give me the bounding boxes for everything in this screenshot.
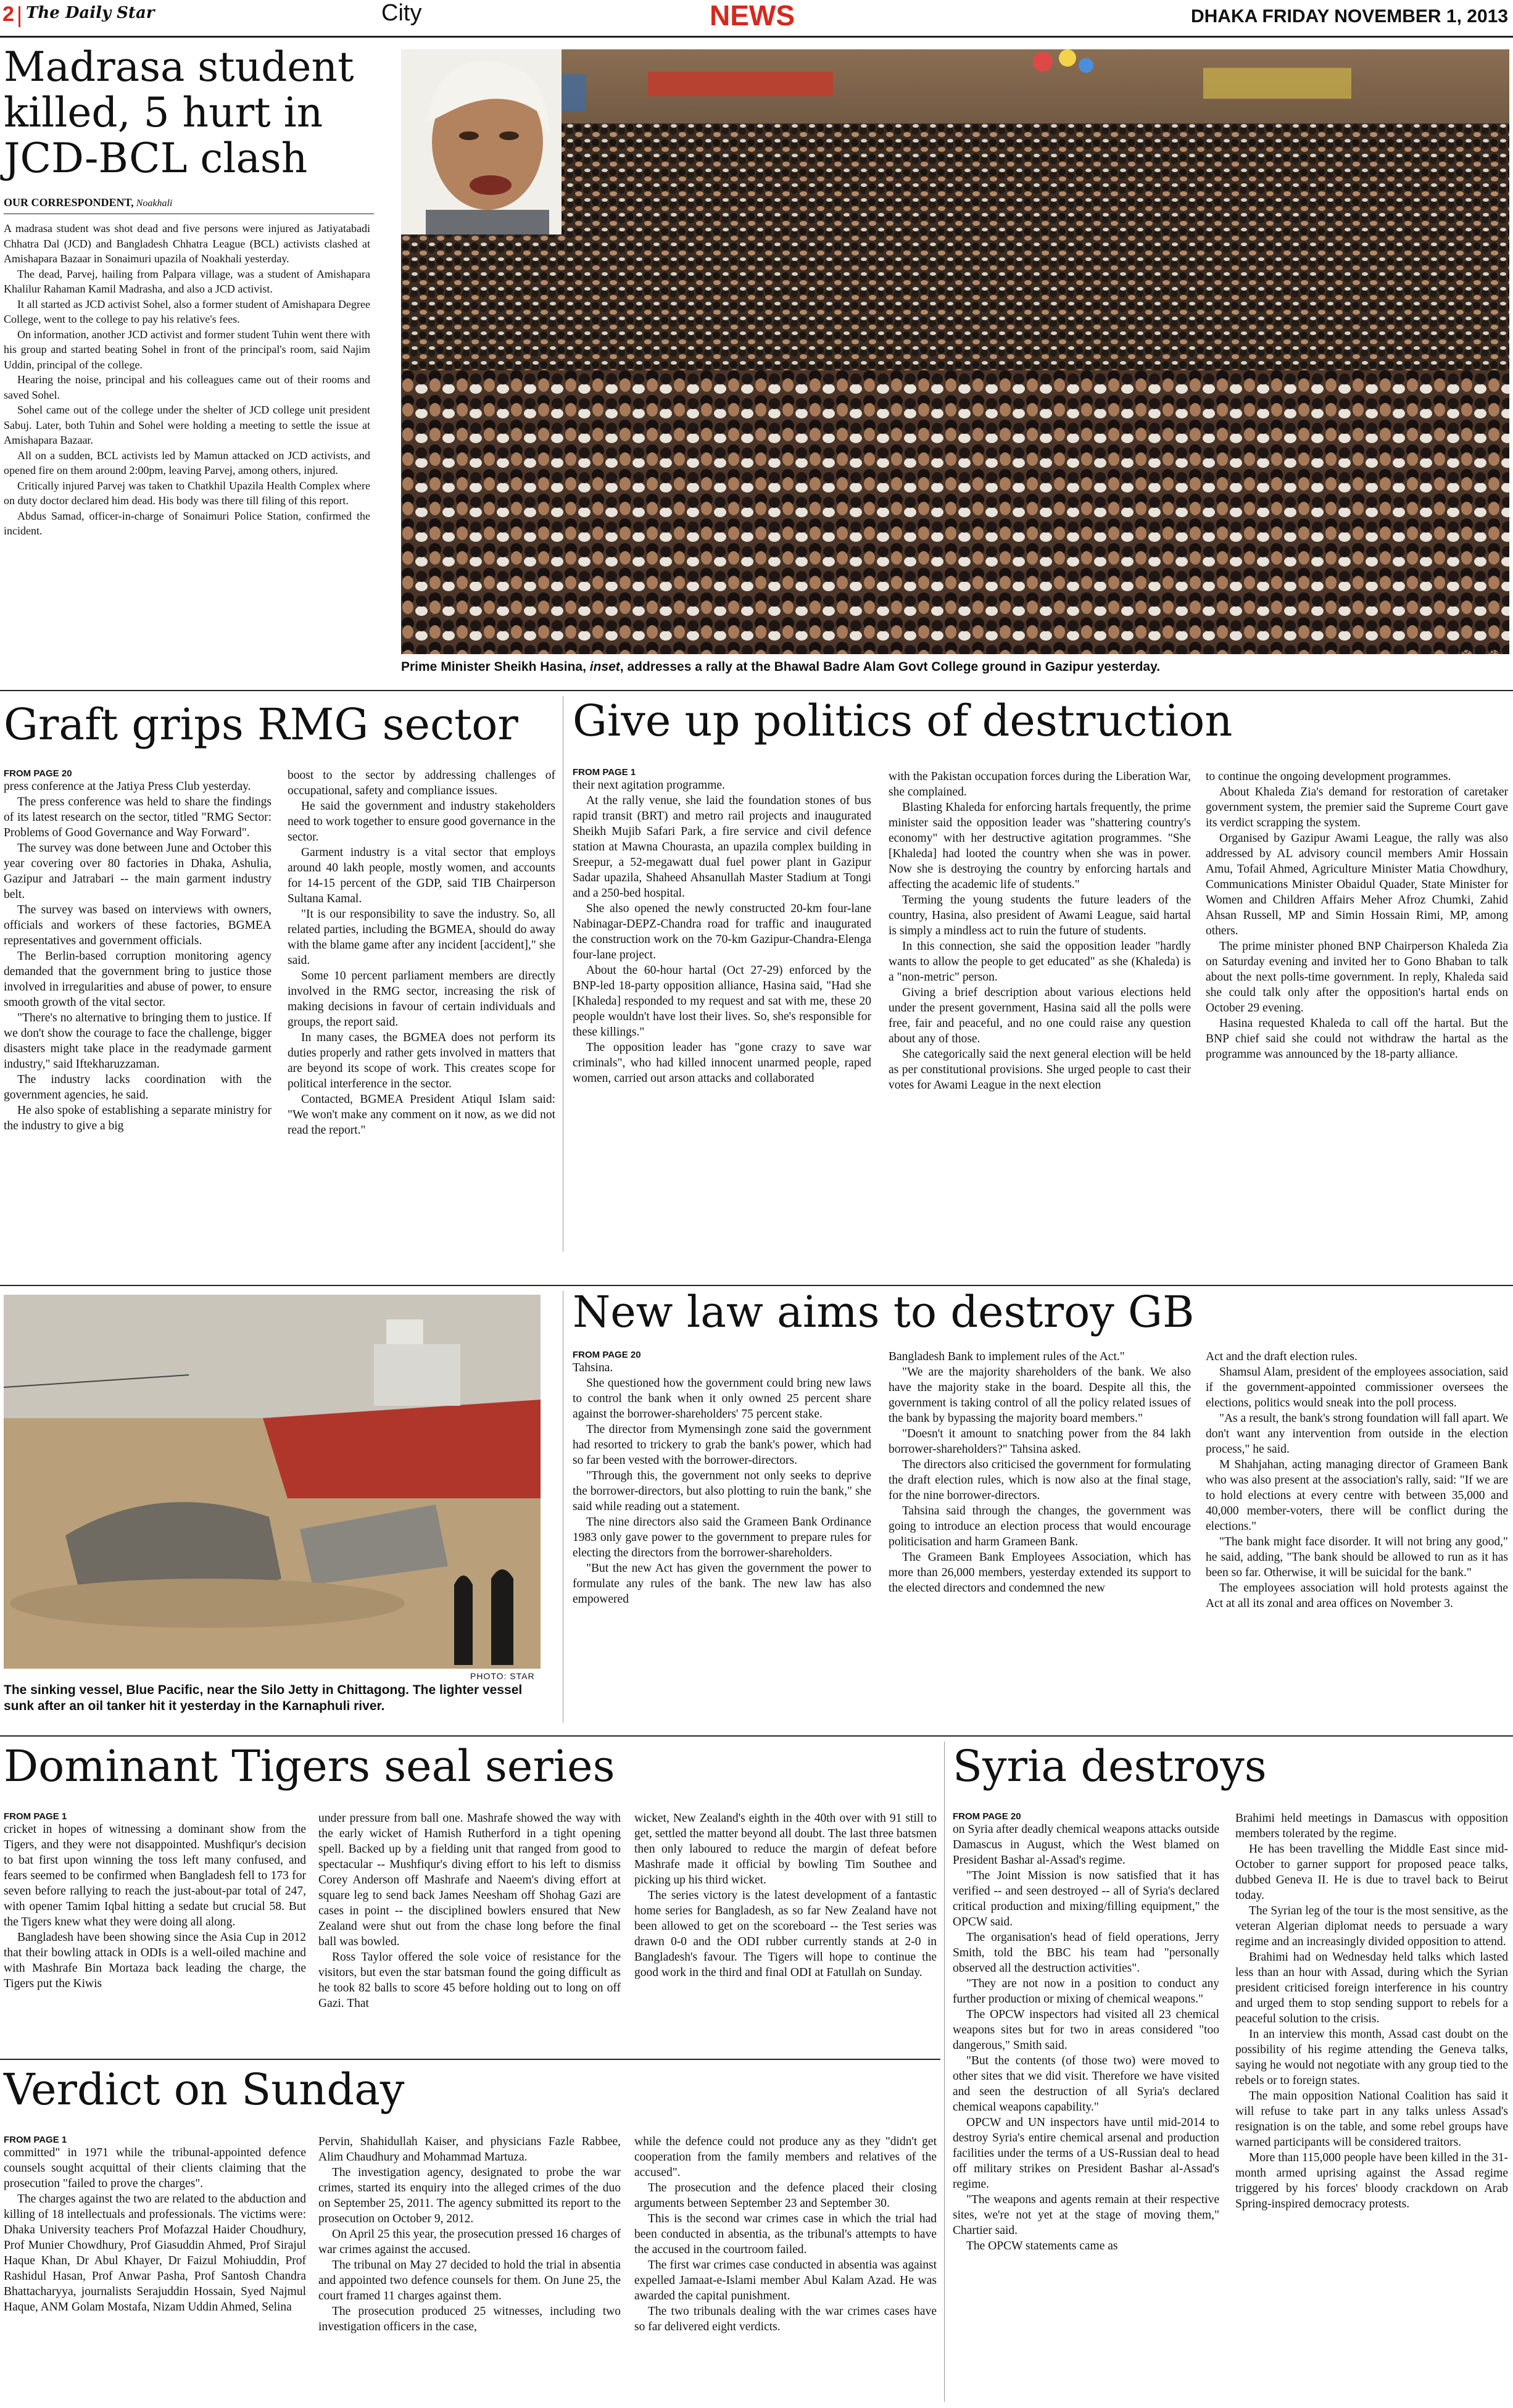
gb-headline: New law aims to destroy GB [573,1287,1195,1337]
graft-para: The survey was based on interviews with owners, officials and workers of these factories, BGMEA representatives and government officials. [4,903,272,947]
rally-caption-em: inset [589,660,620,674]
rally-caption-pre: Prime Minister Sheikh Hasina, [401,660,590,674]
masthead-rule [0,36,1513,38]
politics-para: Hasina requested Khaleda to call off the hartal. But the BNP chief said she could not withdraw the hartal as the programme was announced by the 18-party alliance. [1206,1017,1508,1061]
gb-col-1 [573,1360,871,1607]
politics-col-1 [573,778,871,1086]
madrasa-para: Hearing the noise, principal and his colleagues came out of their rooms and saved Sohel. [4,373,370,401]
rally-caption-post: , addresses a rally at the Bhawal Badre Alam Govt College ground in Gazipur yesterday. [620,660,1161,674]
graft-para: He also spoke of establishing a separate ministry for the industry to give a big [4,1104,272,1132]
tigers-para: The series victory is the latest development of a fantastic home series for Bangladesh, as so far New Zealand have not been allowed to get on the scoreboard -- the Test series was drawn 0-0 and the ODI rubber currently stands at 2-0 in Bangladesh's favour. The Tigers will hope to continue the good work in the third and final ODI at Fatullah on Sunday. [634,1889,937,1979]
masthead-page-number: 2 [2,2,14,26]
graft-para: In many cases, the BGMEA does not perform its duties properly and rather gets involved in matters that are beyond its scope of work. This creates scope for political interference in the sector. [288,1031,555,1090]
gb-para: The nine directors also said the Grameen Bank Ordinance 1983 only gave power to the government to prepare rules for electing the directors from the borrower-shareholders. [573,1516,871,1559]
madrasa-para: Sohel came out of the college under the shelter of JCD college unit president Sabuj. Later, both Tuhin and Sohel were holding a meeting to settle the issue at Amishapara Bazaar. [4,404,370,446]
verdict-para: committed" in 1971 while the tribunal-appointed defence counsels sought acquittal of their clients claiming that the prosecution "failed to prove the charges". [4,2146,306,2190]
inset-portrait [401,49,562,235]
tigers-col-2 [318,1811,621,2011]
tigers-headline: Dominant Tigers seal series [4,1741,615,1791]
ship-photo [4,1295,541,1669]
column-divider [944,1742,945,2402]
syria-para: The OPCW statements came as [966,2240,1118,2252]
politics-para: About the 60-hour hartal (Oct 27-29) enforced by the BNP-led 18-party opposition alliance, Hasina said, "Had she [Khaleda] responded to my request and sat with me, these 20 people wouldn't have lost their lives. So, she's responsible for these killings." [573,964,871,1039]
verdict-para: The prosecution and the defence placed their closing arguments between September 23 and September 30. [634,2182,937,2210]
syria-para: OPCW and UN inspectors have until mid-2014 to destroy Syria's entire chemical arsenal and production facilities under the terms of a US-Russian deal to head off military strikes on President Bashar al-Assad's regime. [953,2116,1219,2191]
politics-from: FROM PAGE 1 [573,767,636,778]
tigers-para: Bangladesh have been showing since the Asia Cup in 2012 that their bowling attack in ODIs is a well-oiled machine and with Mashrafe Bin Mortaza back leading the charge, the Tigers put the Kiwis [4,1931,306,1990]
politics-para: to continue the ongoing development programmes. [1206,770,1451,783]
gb-para: "The bank might face disorder. It will not bring any good," he said, adding, "The bank should be allowed to run as it has been so far. Otherwise, it will be suicidal for the bank." [1206,1535,1508,1579]
madrasa-byline [4,196,374,209]
madrasa-para: It all started as JCD activist Sohel, also a former student of Amishapara Degree College, went to the college to pay his relative's fees. [4,297,370,325]
politics-para: About Khaleda Zia's demand for restoration of caretaker government system, the premier said the Supreme Court gave its verdict scrapping the system. [1206,786,1508,829]
madrasa-para: Abdus Samad, officer-in-charge of Sonaimuri Police Station, confirmed the incident. [4,509,370,537]
syria-para: The organisation's head of field operations, Jerry Smith, told the BBC his team had "personally observed all the destruction activities". [953,1931,1219,1975]
madrasa-para: A madrasa student was shot dead and five persons were injured as Jatiyatabadi Chhatra Dal (JCD) and Bangladesh Chhatra League (BCL) activists clashed at Amishapara Bazaar in Sonaimuri upazila of Noakhali yesterday. [4,222,370,265]
rally-photo [401,49,1509,654]
ship-photo-caption: The sinking vessel, Blue Pacific, near the Silo Jetty in Chittagong. The lighter vessel sunk after an oil tanker hit it yesterday in the Karnaphuli river. [4,1683,523,1713]
politics-para: Blasting Khaleda for enforcing hartals frequently, the prime minister said the opposition leader was "shattering country's economy" with her destructive agitation programmes. "She [Khaleda] had looted the country when she was in power. Now she is destroying the country by enforcing hartals and affecting the academic life of students." [889,801,1191,891]
syria-from: FROM PAGE 20 [953,1811,1021,1822]
gb-para: Act and the draft election rules. [1206,1350,1358,1363]
gb-para: "But the new Act has given the government the power to formulate any rules of the bank. The new law has also empowered [573,1562,871,1606]
verdict-col-2 [318,2134,621,2335]
tigers-para: wicket, New Zealand's eighth in the 40th over with 91 still to get, settled the matter beyond all doubt. The last three batsmen then only laboured to reduce the margin of defeat before Mashrafe made it official by bowling Tim Southee and picking up his third wicket. [634,1812,937,1887]
madrasa-para: The dead, Parvej, hailing from Palpara village, was a student of Amishapara Khalilur Rahaman Kamil Madrasha, and also a JCD activist. [4,267,370,295]
tigers-col-3 [634,1811,937,1980]
politics-headline: Give up politics of destruction [573,695,1233,746]
rally-photo-caption [401,659,1499,675]
gb-para: "Through this, the government not only seeks to deprive the borrower-directors, but also plotting to ruin the bank," she said while reading out a statement. [573,1469,871,1513]
syria-para: Brahimi had on Wednesday held talks which lasted less than an hour with Assad, during which the Syrian president criticised foreign interference in his country and urged them to stop sending support to rebels for a peaceful solution to the crisis. [1235,1951,1508,2025]
gb-para: "As a result, the bank's strong foundation will fall apart. We don't want any intervention from outside in the election process," he said. [1206,1412,1508,1456]
gb-para: "Doesn't it amount to snatching power from the 84 lakh borrower-shareholders?" Tahsina asked. [889,1427,1191,1456]
madrasa-byline-place: Noakhali [136,198,173,209]
verdict-para: The first war crimes case conducted in absentia was against expelled Jamaat-e-Islami member Abul Kalam Azad. He was awarded the capital punishment. [634,2259,937,2302]
gb-para: Shamsul Alam, president of the employees association, said if the government-appointed commissioner oversees the elections, politics would sneak into the poll process. [1206,1366,1508,1410]
syria-col-1 [953,1822,1219,2254]
masthead-section: City [381,0,422,26]
politics-para: Giving a brief description about various elections held under the present government, Hasina said all the polls were free, fair and peaceful, and no one could raise any question about any of those. [889,986,1191,1045]
syria-para: In an interview this month, Assad cast doubt on the possibility of his regime attending the Geneva talks, saying he would not negotiate with any group tied to the rebels or to foreign states. [1235,2028,1508,2087]
madrasa-headline: Madrasa student killed, 5 hurt in JCD-BCL clash [4,43,354,182]
syria-para: The main opposition National Coalition has said it will refuse to take part in any talks unless Assad's resignation is on the table, and some rebel groups have warned participants will be considered traitors. [1235,2090,1508,2149]
verdict-para: This is the second war crimes case in which the trial had been conducted in absentia, as the tribunal's attempts to have the accused in the courtroom failed. [634,2212,937,2256]
verdict-para: The tribunal on May 27 decided to hold the trial in absentia and appointed two defence counsels for them. On June 25, the court framed 11 charges against them. [318,2259,621,2302]
verdict-col-3 [634,2134,937,2335]
gb-para: "We are the majority shareholders of the bank. We also have the majority stake in the board. Despite all this, the government is taking control of all the policy related issues of the bank by bypassing the majority board members." [889,1366,1191,1425]
ship-photo-credit: PHOTO: STAR [470,1671,535,1681]
syria-para: The Syrian leg of the tour is the most sensitive, as the veteran Algerian diplomat needs to persuade a wary regime and an increasingly divided opposition to attend. [1235,1904,1508,1948]
madrasa-para: On information, another JCD activist and former student Tuhin went there with his group and started beating Sohel in front of the principal's room, said Najim Uddin, principal of the college. [4,328,370,371]
graft-para: The Berlin-based corruption monitoring agency demanded that the government bring to justice those involved in irregularities and abuse of power, to ensure smooth growth of the vital sector. [4,950,272,1009]
politics-para: Organised by Gazipur Awami League, the rally was also addressed by AL advisory council members Amir Hossain Amu, Tofail Ahmed, Agriculture Minister Matia Chowdhury, Communications Minister Obaidul Quader, State Minister for Women and Children Affairs Meher Afroz Chumki, Zahid Ahsan Russell, MP and Simin Hossain Rimi, MP, among others. [1206,832,1508,937]
gb-para: The Grameen Bank Employees Association, which has more than 26,000 members, yesterday extended its support to the elected directors and condemned the new [889,1551,1191,1595]
masthead-separator [19,6,20,27]
syria-para: "The weapons and agents remain at their respective sites, we're not yet at the stage of moving them," Chartier said. [953,2193,1219,2237]
syria-headline: Syria destroys [953,1741,1267,1791]
gb-para: Tahsina said through the changes, the government was going to introduce an election process that would encourage politicisation and harm Grameen Bank. [889,1505,1191,1548]
gb-para: The director from Mymensingh zone said the government had resorted to trickery to grab the bank's power, which had so far been vested with the borrower-directors. [573,1423,871,1467]
verdict-para: Pervin, Shahidullah Kaiser, and physicians Fazle Rabbee, Alim Chaudhury and Mohammad Martuza. [318,2135,621,2164]
politics-col-3 [1206,769,1508,1062]
gb-para: M Shahjahan, acting managing director of Grameen Bank who was also present at the association's rally, said: "If we are to hold elections at every centre with between 35,000 and 40,000 member-voters, there will be conflict during the elections." [1206,1458,1508,1533]
verdict-para: On April 25 this year, the prosecution pressed 16 charges of war crimes against the accused. [318,2228,621,2256]
verdict-para: The investigation agency, designated to probe the war crimes, started its enquiry into the alleged crimes of the duo on September 25, 2011. The agency submitted its report to the prosecution on October 9, 2012. [318,2166,621,2225]
politics-para: Terming the young students the future leaders of the country, Hasina, also president of Awami League, said hartal is simply a mindless act to ruin the future of students. [889,894,1191,937]
graft-para: Some 10 percent parliament members are directly involved in the RMG sector, increasing the risk of making decisions in favour of certain individuals and groups, the report said. [288,969,555,1029]
graft-para: The press conference was held to share the findings of its latest research on the sector, titled "RMG Sector: Problems of Good Governance and Way Forward". [4,795,272,839]
tigers-para: under pressure from ball one. Mashrafe showed the way with the early wicket of Hamish Rutherford in a tight opening spell. Backed up by a fielding unit that ranged from good to spectacular -- Mushfiqur's diving effort to his left to dismiss Corey Anderson off Mashrafe and Naeem's diving effort at square leg to send back James Neesham off Shohag Gazi are cases in point -- the disciplined bowlers ensured that New Zealand were shut out from the chase long before the final ball was bowled. [318,1812,621,1948]
verdict-para: The prosecution produced 25 witnesses, including two investigation officers in the case, [318,2305,621,2333]
syria-para: "But the contents (of those two) were moved to other sites that we did visit. Therefore we have visited and seen the destruction of all Syria's declared chemical weapons capability." [953,2054,1219,2114]
politics-para: She categorically said the next general election will be held as per constitutional provisions. She urged people to cast their votes for Awami League in the next election [889,1048,1191,1092]
gb-para: She questioned how the government could bring new laws to control the bank when it only owned 25 percent share against the borrower-shareholders' 75 percent stake. [573,1377,871,1421]
tigers-para: Ross Taylor offered the sole voice of resistance for the visitors, but even the star batsman found the going difficult as he took 82 balls to score 45 before holding out to long on off Gazi. That [318,1951,621,2010]
madrasa-byline-text: OUR CORRESPONDENT, [4,196,134,209]
gb-col-3 [1206,1349,1508,1611]
syria-para: The OPCW inspectors had visited all 23 chemical weapons sites but for two in areas considered "too dangerous," Smith said. [953,2008,1219,2052]
syria-para: on Syria after deadly chemical weapons attacks outside Damascus in August, which the West blamed on President Bashar al-Assad's regime. [953,1823,1219,1867]
gb-para: The employees association will hold protests against the Act at all its zonal and area offices on November 3. [1206,1582,1508,1610]
politics-para: their next agitation programme. [573,779,725,792]
tigers-from: FROM PAGE 1 [4,1811,67,1822]
politics-para: At the rally venue, she laid the foundation stones of bus rapid transit (BRT) and metro rail projects and inaugurated Sheikh Mujib Safari Park, a fire service and civil defence station at Mawna Chourasta, an upazila complex building in Sreepur, a 52-megawatt dual fuel power plant in Gazipur Sadar upazila, Shaheed Ahsanullah Master Stadium at Tongi and a 250-bed hospital. [573,794,871,900]
graft-para: press conference at the Jatiya Press Club yesterday. [4,780,251,793]
verdict-para: The two tribunals dealing with the war crimes cases have so far delivered eight verdicts. [634,2305,937,2333]
graft-para: The survey was done between June and October this year covering over 80 factories in Dhaka, Ashulia, Gazipur and Jatrabari -- the main garment industry belt. [4,842,272,901]
politics-para: with the Pakistan occupation forces during the Liberation War, she complained. [889,770,1191,799]
verdict-from: FROM PAGE 1 [4,2135,67,2145]
politics-para: She also opened the newly constructed 20-km four-lane Nabinagar-DEPZ-Chandra road for traffic and inaugurated the construction work on the 70-km Gazipur-Chandra-Elenga four-lane project. [573,902,871,961]
politics-col-2 [889,769,1191,1093]
verdict-headline: Verdict on Sunday [4,2064,405,2115]
masthead [0,0,1513,37]
crowd-image [401,49,1509,654]
politics-para: The opposition leader has "gone crazy to save war criminals", who had killed innocent unarmed people, raped women, carried out arson attacks and collaborated [573,1041,871,1085]
graft-para: boost to the sector by addressing challenges of occupational, safety and compliance issues. [288,769,555,797]
verdict-para: while the defence could not produce any as they "didn't get cooperation from the family members and relatives of the accused". [634,2135,937,2179]
syria-para: "They are not now in a position to conduct any further production or mixing of chemical weapons." [953,1977,1219,2006]
gb-from: FROM PAGE 20 [573,1350,641,1360]
politics-para: In this connection, she said the opposition leader "hardly wants to allow the people to get educated" as she (Khaleda) is a "non-metric" person. [889,940,1191,984]
tigers-col-1 [4,1822,306,1991]
syria-para: More than 115,000 people have been killed in the 31-month armed uprising against the Assad regime triggered by his forces' bloody crackdown on Arab Spring-inspired democracy protests. [1235,2151,1508,2211]
graft-para: "There's no alternative to bringing them to justice. If we don't show the courage to face the challenge, bigger disasters might take place in the readymade garment industry," said Iftekharuzzaman. [4,1011,272,1071]
madrasa-para: Critically injured Parvej was taken to Chatkhil Upazila Health Complex where on duty doctor declared him dead. His body was there till filing of this report. [4,479,370,507]
syria-para: Brahimi held meetings in Damascus with opposition members tolerated by the regime. [1235,1812,1508,1840]
gb-para: Bangladesh Bank to implement rules of the Act." [889,1350,1125,1363]
syria-para: "The Joint Mission is now satisfied that it has verified -- and seen destroyed -- all of Syria's declared critical production and mixing/filling equipment," the OPCW said. [953,1869,1219,1928]
verdict-col-1 [4,2145,306,2315]
graft-para: He said the government and industry stakeholders need to work together to ensure good governance in the sector. [288,800,555,844]
graft-headline: Graft grips RMG sector [4,699,518,750]
graft-col-1 [4,779,272,1134]
section-rule-4 [0,2059,940,2060]
gb-col-2 [889,1349,1191,1596]
tigers-para: cricket in hopes of witnessing a dominant show from the Tigers, and they were not disappointed. Mushfiqur's decision to bat first upon winning the toss left many confused, and fears seemed to be confirmed when Bangladesh fell to 173 for seven before rallying to reach the just-about-par total of 247, with opener Tamim Iqbal hitting a sedate but crucial 58. But the Tigers knew what they were doing all along. [4,1823,306,1928]
politics-para: The prime minister phoned BNP Chairperson Khaleda Zia on Saturday evening and invited her to Gono Bhaban to talk about the next polls-time government. In reply, Khaleda said she could talk only after the opposition's hartal ends on October 29 evening. [1206,940,1508,1015]
graft-col-2 [288,768,555,1138]
rally-photo-credit: PHOTO: BSS [1449,646,1508,655]
gb-para: Tahsina. [573,1361,613,1374]
masthead-category: NEWS [710,0,795,31]
section-rule-3 [0,1735,1513,1737]
gb-para: The directors also criticised the government for formulating the draft election rules, which is now also at the final stage, for the nine borrower-directors. [889,1458,1191,1502]
section-rule-2 [0,1285,1513,1286]
syria-para: He has been travelling the Middle East since mid-October to garner support for proposed peace talks, dubbed Geneva II. He is due to travel back to Beirut today. [1235,1843,1508,1902]
graft-para: The industry lacks coordination with the government agencies, he said. [4,1073,272,1102]
graft-para: "It is our responsibility to save the industry. So, all related parties, including the BGMEA, should do away with the blame game after any incident [accident]," she said. [288,908,555,967]
graft-para: Contacted, BGMEA President Atiqul Islam said: "We won't make any comment on it now, as we did not read the report." [288,1093,555,1137]
ship-image [4,1295,541,1669]
masthead-dateline: DHAKA FRIDAY NOVEMBER 1, 2013 [1190,6,1508,27]
portrait-image [401,49,562,235]
section-rule-1 [0,690,1513,691]
syria-col-2 [1235,1811,1508,2212]
madrasa-body [4,221,370,539]
graft-para: Garment industry is a vital sector that employs around 40 lakh people, mostly women, and accounts for 14-15 percent of the GDP, said TIB Chairperson Sultana Kamal. [288,846,555,905]
verdict-para: The charges against the two are related to the abduction and killing of 18 intellectuals and professionals. The victims were: Dhaka University teachers Prof Mofazzal Haider Choudhury, Prof Munier Chowdhury, Prof Giasuddin Ahmed, Prof Sirajul Haque Khan, Dr Abul Khayer, Dr Faizul Mohiuddin, Prof Rashidul Hasan, Prof Anwar Pasha, Prof Santosh Chandra Bhattacharyya, journalists Serajuddin Hossain, Syed Najmul Haque, ANM Golam Mostafa, Nizam Uddin Ahmed, Selina [4,2193,306,2314]
masthead-paper-name: The Daily Star [26,4,155,22]
madrasa-para: All on a sudden, BCL activists led by Mamun attacked on JCD activists, and opened fire on them around 2:00pm, leaving Parvej, among others, injured. [4,449,370,476]
graft-from: FROM PAGE 20 [4,768,72,779]
